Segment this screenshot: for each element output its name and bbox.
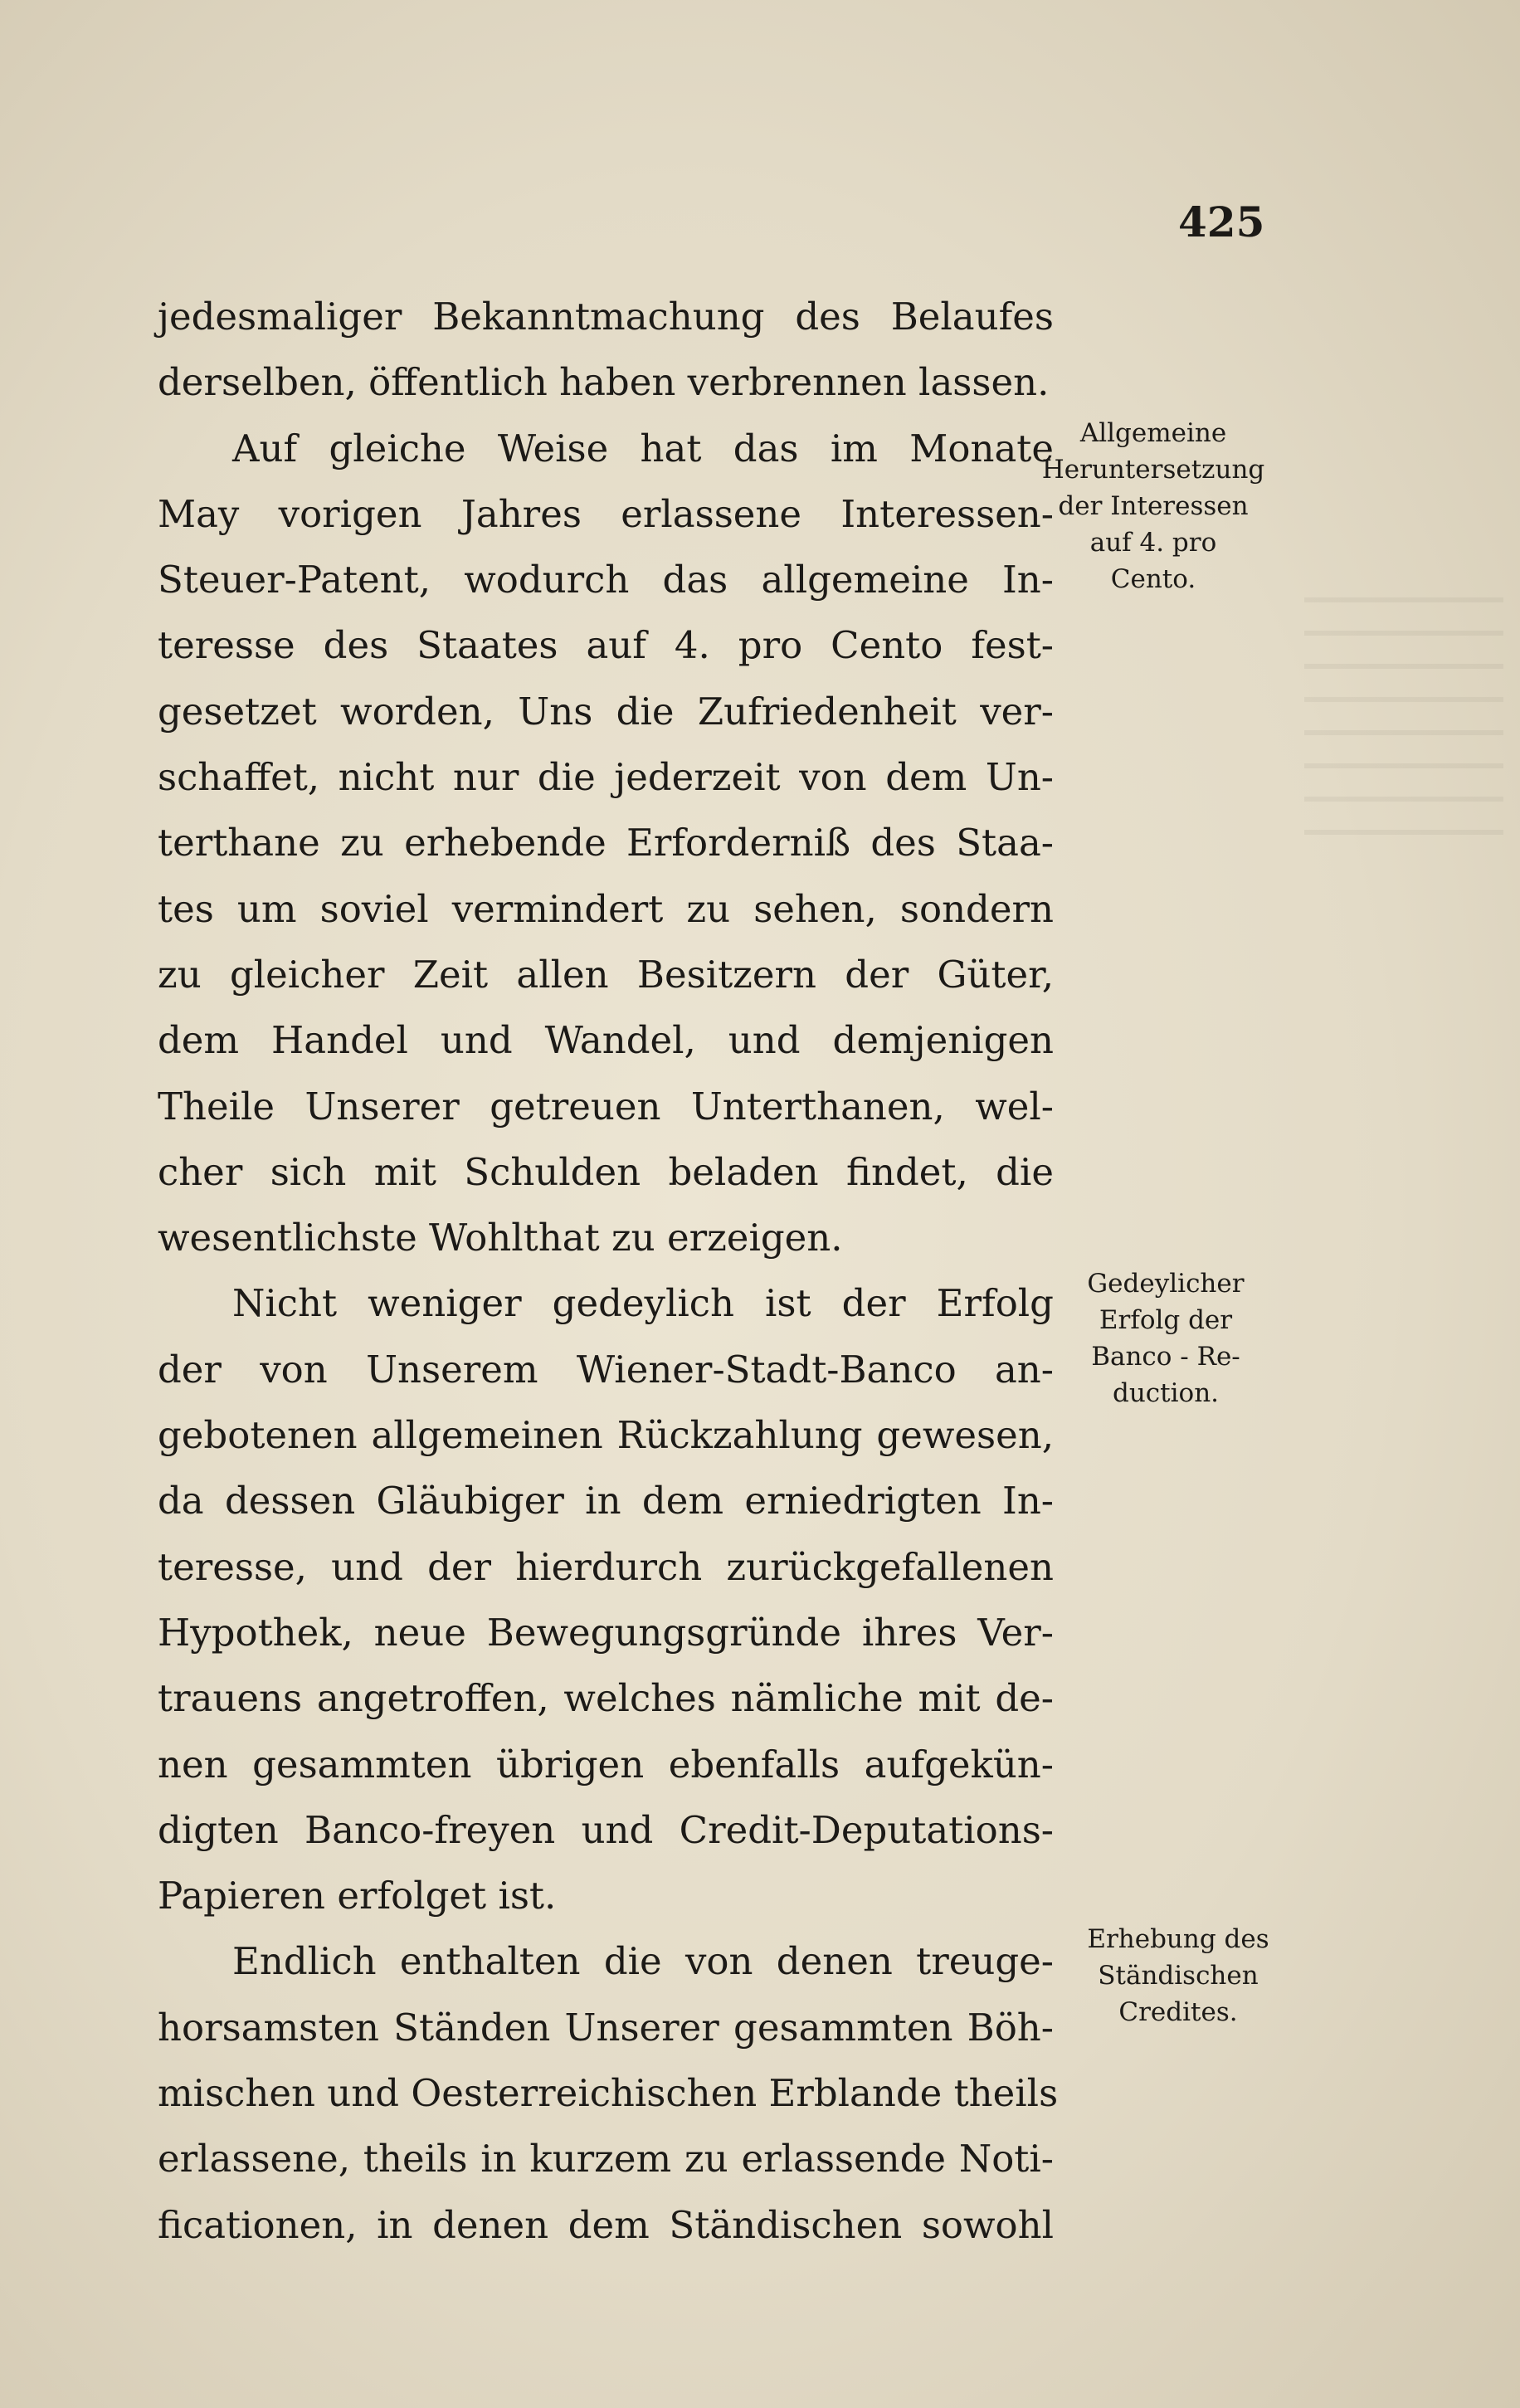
text-line: jedesmaliger Bekanntmachung des Belaufes: [158, 295, 1054, 339]
margin-note-line: auf 4. pro: [1089, 528, 1217, 558]
text-line: derselben, öffentlich haben verbrennen lassen.: [158, 360, 1050, 405]
text-line: da dessen Gläubiger in dem erniedrigten In-: [158, 1479, 1054, 1523]
text-line: schaffet, nicht nur die jederzeit von dem Un-: [158, 755, 1054, 800]
text-line: ficationen, in denen dem Ständischen sowohl: [158, 2202, 1054, 2247]
text-line: cher sich mit Schulden beladen findet, die: [158, 1149, 1054, 1194]
text-line: dem Handel und Wandel, und demjenigen: [158, 1018, 1054, 1063]
text-line: Theile Unserer getreuen Unterthanen, wel-: [158, 1084, 1054, 1128]
text-line: Nicht weniger gedeylich ist der Erfolg: [232, 1281, 1054, 1326]
margin-note-line: Erfolg der: [1099, 1305, 1233, 1335]
margin-note-line: Credites.: [1118, 1997, 1238, 2027]
text-line: erlassene, theils in kurzem zu erlassende Noti-: [158, 2137, 1054, 2181]
text-line: mischen und Oesterreichischen Erblande theils: [158, 2071, 1059, 2116]
text-line: der von Unserem Wiener-Stadt-Banco an-: [158, 1347, 1054, 1392]
text-line: May vorigen Jahres erlassene Interessen-: [158, 491, 1054, 536]
margin-note-estates-credit: [1070, 1921, 1286, 2030]
margin-note-line: Heruntersetzung: [1041, 455, 1265, 485]
margin-note-line: Allgemeine: [1079, 418, 1227, 448]
margin-note-line: Gedeylicher: [1087, 1269, 1245, 1299]
text-line: zu gleicher Zeit allen Besitzern der Güter,: [158, 952, 1054, 997]
margin-note-interest-reduction: [1041, 415, 1265, 597]
text-line: trauens angetroffen, welches nämliche mit de-: [158, 1676, 1054, 1721]
margin-note-banco-reduction: [1062, 1265, 1269, 1411]
text-line: terthane zu erhebende Erforderniß des Staa-: [158, 821, 1054, 865]
text-line: Papieren erfolget ist.: [158, 1874, 557, 1918]
text-line: Endlich enthalten die von denen treuge-: [232, 1939, 1054, 1984]
text-line: gesetzet worden, Uns die Zufriedenheit ver-: [158, 689, 1054, 734]
margin-note-line: duction.: [1112, 1378, 1220, 1408]
text-line: tes um soviel vermindert zu sehen, sondern: [158, 886, 1054, 931]
margin-note-line: Banco - Re-: [1091, 1342, 1240, 1372]
text-line: digten Banco-freyen und Credit-Deputations-: [158, 1807, 1054, 1852]
text-line: wesentlichste Wohlthat zu erzeigen.: [158, 1216, 843, 1260]
text-line: gebotenen allgemeinen Rückzahlung gewesen,: [158, 1413, 1054, 1458]
text-line: teresse, und der hierdurch zurückgefallenen: [158, 1544, 1054, 1589]
text-line: Hypothek, neue Bewegungsgründe ihres Ver-: [158, 1610, 1054, 1655]
text-line: Steuer-Patent, wodurch das allgemeine In-: [158, 558, 1054, 602]
margin-note-line: Ständischen: [1098, 1961, 1259, 1991]
margin-note-line: Erhebung des: [1087, 1924, 1269, 1954]
margin-note-line: der Interessen: [1058, 491, 1249, 521]
body-text: [158, 284, 1059, 2258]
margin-note-line: Cento.: [1110, 564, 1196, 594]
text-line: teresse des Staates auf 4. pro Cento fest-: [158, 623, 1054, 668]
text-line: nen gesammten übrigen ebenfalls aufgekün-: [158, 1742, 1054, 1787]
text-line: Auf gleiche Weise hat das im Monate: [232, 426, 1054, 470]
page-number: 425: [1178, 197, 1265, 246]
text-line: horsamsten Ständen Unserer gesammten Böh-: [158, 2005, 1054, 2050]
show-through-bleed: [1304, 597, 1503, 863]
